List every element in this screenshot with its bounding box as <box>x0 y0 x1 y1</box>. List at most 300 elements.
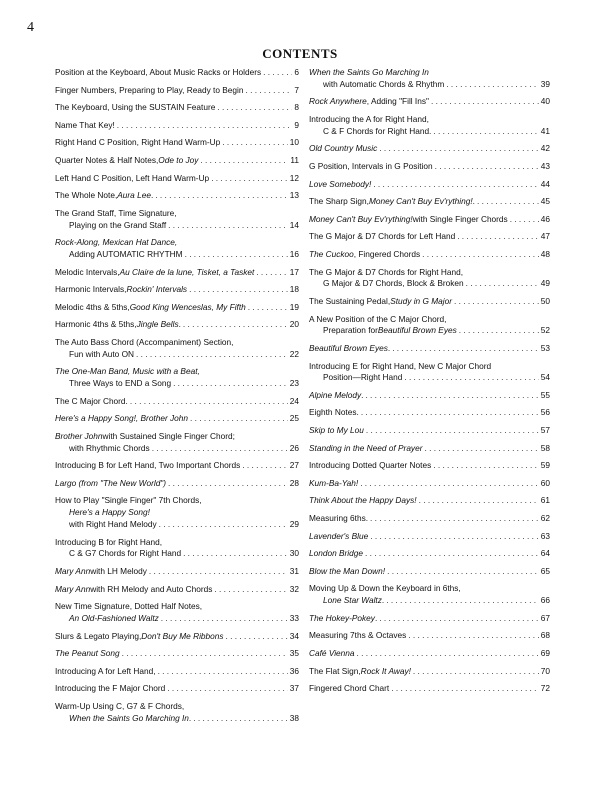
toc-entry-line <box>55 302 299 314</box>
toc-entry <box>55 190 299 202</box>
dot-leader <box>173 378 288 390</box>
toc-entry <box>309 114 550 138</box>
toc-entry-text: Finger Numbers, Preparing to Play, Ready to Begin <box>55 84 244 95</box>
dot-leader <box>459 325 539 337</box>
toc-entry <box>55 460 299 472</box>
dot-leader <box>510 214 539 226</box>
dot-leader <box>419 495 539 507</box>
toc-entry-line <box>309 196 550 208</box>
toc-entry-line <box>55 137 299 149</box>
toc-entry-title-italic: Jingle Bells <box>136 319 179 330</box>
toc-page-number: 53 <box>540 342 550 353</box>
dot-leader <box>413 666 539 678</box>
dot-leader <box>214 584 287 596</box>
toc-entry-title-italic: Largo (from "The New World") <box>55 477 167 488</box>
toc-entry-continuation <box>55 443 299 455</box>
page-number: 4 <box>27 20 34 35</box>
toc-entry-line <box>55 683 299 695</box>
toc-entry-line <box>309 214 550 226</box>
toc-entry-line <box>55 319 299 331</box>
toc-entry-line <box>55 67 299 79</box>
toc-entry-line <box>309 630 550 642</box>
toc-entry-continuation <box>55 713 299 725</box>
toc-page-number: 39 <box>540 78 550 89</box>
toc-page-number: 50 <box>540 295 550 306</box>
toc-entry-text: Adding AUTOMATIC RHYTHM <box>69 248 183 259</box>
toc-entry-text: New Time Signature, Dotted Half Notes, <box>55 601 203 612</box>
dot-leader <box>365 548 539 560</box>
toc-entry <box>309 143 550 155</box>
toc-entry-text: The Sharp Sign, <box>309 196 369 207</box>
toc-page-number: 47 <box>540 231 550 242</box>
dot-leader <box>433 126 538 138</box>
toc-page-number: 49 <box>540 278 550 289</box>
toc-entry-text: . <box>387 342 391 353</box>
toc-page-number: 55 <box>540 389 550 400</box>
dot-leader <box>217 102 292 114</box>
toc-entry-title-italic: When the Saints Go Marching In <box>69 712 189 723</box>
toc-entry-line <box>55 537 299 549</box>
toc-page-number: 63 <box>540 530 550 541</box>
toc-entry-text: G Major & D7 Chords, Block & Broken <box>323 278 464 289</box>
toc-entry <box>55 102 299 114</box>
toc-entry-title-italic: Rock It Away! <box>360 665 411 676</box>
toc-entry <box>309 390 550 402</box>
toc-entry-text: How to Play "Single Finger" 7th Chords, <box>55 495 202 506</box>
dot-leader <box>431 96 539 108</box>
toc-entry-text: A New Position of the C Major Chord, <box>309 313 447 324</box>
toc-entry-line <box>55 237 299 249</box>
toc-entry-text: with Automatic Chords & Rhythm <box>323 78 445 89</box>
dot-leader <box>477 196 539 208</box>
toc-entry <box>55 478 299 490</box>
dot-leader <box>457 231 539 243</box>
toc-entry-line <box>55 396 299 408</box>
toc-entry-title-italic: The One-Man Band, Music with a Beat, <box>55 366 200 377</box>
toc-entry-text: Preparation for <box>323 325 378 336</box>
toc-entry-text: Introducing B for Right Hand, <box>55 536 162 547</box>
toc-page-number: 72 <box>540 683 550 694</box>
toc-entry-line <box>309 425 550 437</box>
contents-title: CONTENTS <box>262 46 338 61</box>
toc-page-number: 37 <box>289 683 299 694</box>
toc-entry <box>55 85 299 97</box>
toc-entry-line <box>55 666 299 678</box>
dot-leader <box>365 390 538 402</box>
toc-entry-continuation <box>309 372 550 384</box>
toc-entry <box>309 478 550 490</box>
toc-entry-title-italic: Café Vienna <box>309 648 355 658</box>
toc-entry <box>309 531 550 543</box>
toc-entry-line <box>55 431 299 443</box>
toc-entry-text: Introducing the A for Right Hand, <box>309 113 429 124</box>
toc-entry-text: Introducing B for Left Hand, Two Important Chords <box>55 460 241 471</box>
toc-entry-text: . <box>374 612 378 623</box>
toc-entry-title-italic: Beautiful Brown Eyes <box>309 342 388 353</box>
toc-entry-text: The G Major & D7 Chords for Left Hand <box>309 231 456 242</box>
dot-leader <box>256 267 287 279</box>
toc-entry-title-italic: Rock Anywhere <box>309 96 367 107</box>
toc-entry-title-italic: The Hokey-Pokey <box>309 612 375 623</box>
toc-page-number: 14 <box>289 219 299 230</box>
dot-leader <box>193 713 288 725</box>
dot-leader <box>404 372 538 384</box>
toc-entry <box>309 666 550 678</box>
toc-entry-line <box>309 583 550 595</box>
toc-page-number: 67 <box>540 612 550 623</box>
toc-page-number: 22 <box>289 348 299 359</box>
toc-entry-line <box>55 366 299 378</box>
toc-entry-title-italic: Blow the Man Down! <box>309 565 386 576</box>
dot-leader <box>183 548 288 560</box>
toc-page-number: 43 <box>540 160 550 171</box>
toc-entry-text: Fun with Auto ON <box>69 348 135 359</box>
toc-entry <box>55 366 299 390</box>
dot-leader <box>190 413 288 425</box>
toc-page-number: 32 <box>289 583 299 594</box>
toc-entry-text: Name That Key! <box>55 119 115 130</box>
toc-entry-line <box>55 460 299 472</box>
toc-entry <box>309 161 550 173</box>
toc-entry-title-italic: Here's a Happy Song!, Brother John <box>55 413 189 424</box>
toc-entry-text: Fingered Chord Chart <box>309 683 390 694</box>
toc-page-number: 34 <box>289 630 299 641</box>
toc-entry-text: The Sustaining Pedal, <box>309 295 391 306</box>
toc-page-number: 41 <box>540 125 550 136</box>
toc-entry <box>309 179 550 191</box>
toc-entry-line <box>309 114 550 126</box>
toc-entry-text: . <box>472 196 475 207</box>
toc-entry-continuation <box>309 278 550 290</box>
toc-page-number: 33 <box>289 613 299 624</box>
toc-entry-text: G Position, Intervals in G Position <box>309 160 433 171</box>
toc-entry-line <box>309 343 550 355</box>
toc-entry-text: with Sustained Single Finger Chord; <box>102 430 235 441</box>
toc-entry-title-italic: Good King Wenceslas, My Fifth <box>129 301 246 312</box>
toc-page-number: 48 <box>540 248 550 259</box>
toc-entry <box>55 302 299 314</box>
toc-entry <box>309 296 550 308</box>
toc-entry-text: , Fingered Chords <box>353 248 421 259</box>
dot-leader <box>361 407 539 419</box>
toc-page-number: 65 <box>540 565 550 576</box>
toc-entry <box>55 584 299 596</box>
toc-entry <box>309 249 550 261</box>
toc-entry <box>309 566 550 578</box>
toc-entry-text: with Rhythmic Chords <box>69 442 150 453</box>
dot-leader <box>373 179 538 191</box>
toc-entry-title-italic: Don't Buy Me Ribbons <box>141 630 224 641</box>
toc-entry-text: Introducing the F Major Chord <box>55 683 166 694</box>
toc-entry-title-italic: Alpine Melody <box>309 389 362 400</box>
toc-entry <box>55 683 299 695</box>
toc-entry <box>55 120 299 132</box>
toc-entry-text: The Flat Sign, <box>309 665 361 676</box>
toc-entry <box>55 319 299 331</box>
dot-leader <box>185 249 288 261</box>
toc-page-number: 40 <box>540 96 550 107</box>
toc-entry-text: Three Ways to END a Song <box>69 378 172 389</box>
toc-entry-title-italic: The Peanut Song <box>55 648 120 659</box>
toc-entry-title-italic: Think About the Happy Days! <box>309 495 417 506</box>
toc-entry-line <box>55 337 299 349</box>
dot-leader <box>466 278 539 290</box>
toc-entry <box>309 460 550 472</box>
toc-entry-text: Warm-Up Using C, G7 & F Chords, <box>55 700 185 711</box>
toc-entry-line <box>55 155 299 167</box>
toc-page-number: 68 <box>540 630 550 641</box>
toc-entry-text: Slurs & Legato Playing, <box>55 630 142 641</box>
toc-page-number: 60 <box>540 477 550 488</box>
toc-entry-text: Moving Up & Down the Keyboard in 6ths, <box>309 583 461 594</box>
toc-entry-text: with LH Melody <box>90 566 147 577</box>
toc-entry <box>309 648 550 660</box>
toc-page-number: 12 <box>289 172 299 183</box>
toc-entry <box>55 284 299 296</box>
toc-entry-line <box>309 460 550 472</box>
toc-entry-text: Harmonic 4ths & 5ths, <box>55 319 137 330</box>
toc-entry <box>55 566 299 578</box>
dot-leader <box>122 648 288 660</box>
toc-entry-text: Right Hand C Position, Right Hand Warm-Up <box>55 137 221 148</box>
toc-page-number: 66 <box>540 595 550 606</box>
toc-entry-line <box>309 513 550 525</box>
toc-entry-text: Melodic Intervals, <box>55 266 120 277</box>
toc-entry-continuation <box>55 349 299 361</box>
dot-leader <box>245 85 292 97</box>
toc-entry-continuation <box>55 613 299 625</box>
dot-leader <box>366 425 539 437</box>
toc-page-number: 64 <box>540 548 550 559</box>
toc-entry-line <box>309 390 550 402</box>
toc-entry-line <box>55 413 299 425</box>
toc-entry-text: Position—Right Hand <box>323 372 403 383</box>
dot-leader <box>168 478 288 490</box>
toc-entry-title-italic: Au Claire de la lune, Tisket, a Tasket <box>119 266 255 277</box>
toc-entry-text: The Keyboard, Using the SUSTAIN Feature <box>55 102 216 113</box>
toc-entry-line <box>55 190 299 202</box>
toc-entry <box>55 666 299 678</box>
dot-leader <box>387 566 539 578</box>
toc-entry-line <box>309 683 550 695</box>
toc-page-number: 30 <box>289 548 299 559</box>
toc-page-number: 42 <box>540 143 550 154</box>
toc-entry-line <box>55 173 299 185</box>
toc-entry <box>309 443 550 455</box>
toc-page-number: 10 <box>289 137 299 148</box>
dot-leader <box>370 531 539 543</box>
toc-entry <box>55 396 299 408</box>
dot-leader <box>168 220 288 232</box>
toc-page-number: 18 <box>289 284 299 295</box>
dot-leader <box>211 173 288 185</box>
dot-leader <box>370 513 539 525</box>
toc-entry <box>309 267 550 291</box>
toc-entry-text: The Whole Note, <box>55 190 118 201</box>
dot-leader <box>248 302 288 314</box>
dot-leader <box>386 595 539 607</box>
toc-entry-text: with Right Hand Melody <box>69 519 157 530</box>
toc-entry <box>309 683 550 695</box>
toc-entry-line <box>309 666 550 678</box>
toc-entry <box>309 314 550 338</box>
toc-entry-line <box>55 701 299 713</box>
dot-leader <box>167 683 288 695</box>
toc-entry-text: . <box>178 319 181 330</box>
toc-page-number: 26 <box>289 442 299 453</box>
dot-leader <box>263 67 292 79</box>
toc-entry-text: with RH Melody and Auto Chords <box>90 583 213 594</box>
toc-entry <box>309 613 550 625</box>
toc-entry <box>55 431 299 455</box>
toc-page-number: 69 <box>540 648 550 658</box>
toc-entry-continuation <box>55 548 299 560</box>
toc-entry-line <box>55 601 299 613</box>
toc-entry-line <box>309 249 550 261</box>
toc-page-number: 45 <box>540 196 550 207</box>
toc-entry-line <box>309 495 550 507</box>
dot-leader <box>161 613 288 625</box>
dot-leader <box>433 460 539 472</box>
toc-entry-text: Eighth Notes. <box>309 407 359 418</box>
toc-page-number: 25 <box>289 413 299 424</box>
toc-entry-title-italic: When the Saints Go Marching In <box>309 67 429 77</box>
toc-entry-continuation <box>55 519 299 531</box>
toc-entry-continuation <box>309 595 550 607</box>
toc-entry-title-italic: Mary Ann <box>55 566 91 577</box>
toc-entry-title-italic: An Old-Fashioned Waltz <box>69 613 159 624</box>
toc-entry-title-italic: Beautiful Brown Eyes <box>377 325 457 336</box>
toc-entry-text: . <box>361 389 364 400</box>
dot-leader <box>152 443 288 455</box>
toc-entry-line <box>55 495 299 507</box>
toc-entry <box>309 231 550 243</box>
toc-entry-continuation <box>309 79 550 91</box>
toc-left-column <box>55 67 299 730</box>
dot-leader <box>357 648 539 660</box>
toc-page-number: 6 <box>294 67 299 77</box>
dot-leader <box>183 319 288 331</box>
toc-page-number: 46 <box>540 213 550 224</box>
toc-entry-line <box>309 179 550 191</box>
toc-entry <box>309 214 550 226</box>
toc-page-number: 17 <box>289 266 299 277</box>
toc-entry-line <box>309 613 550 625</box>
toc-entry-text: Introducing A for Left Hand, <box>55 665 156 676</box>
toc-entry-line <box>309 143 550 155</box>
toc-entry-line <box>309 361 550 373</box>
dot-leader <box>117 120 293 132</box>
toc-page-number: 70 <box>540 665 550 676</box>
dot-leader <box>226 631 288 643</box>
toc-entry-text: Introducing E for Right Hand, New C Major Chord <box>309 360 492 371</box>
toc-entry-text: The G Major & D7 Chords for Right Hand, <box>309 266 464 277</box>
dot-leader <box>446 79 538 91</box>
toc-page-number: 35 <box>289 648 299 659</box>
toc-entry <box>55 601 299 625</box>
toc-entry-text: Quarter Notes & Half Notes, <box>55 154 159 165</box>
toc-page-number: 56 <box>540 407 550 418</box>
toc-entry-text: Measuring 6ths. <box>309 513 369 524</box>
toc-entry-title-italic: Rock-Along, Mexican Hat Dance, <box>55 237 178 248</box>
toc-entry <box>309 583 550 607</box>
toc-entry <box>55 648 299 660</box>
toc-entry-text: The Grand Staff, Time Signature, <box>55 207 177 218</box>
toc-page-number: 20 <box>289 319 299 330</box>
toc-entry <box>55 337 299 361</box>
dot-leader <box>222 137 288 149</box>
toc-entry-continuation <box>55 507 299 519</box>
toc-entry <box>55 155 299 167</box>
toc-entry-line <box>55 208 299 220</box>
toc-entry-text: with Single Finger Chords <box>412 213 508 224</box>
dot-leader <box>379 613 539 625</box>
toc-entry <box>309 513 550 525</box>
toc-page-number: 54 <box>540 372 550 383</box>
toc-entry-line <box>55 85 299 97</box>
dot-leader <box>136 349 288 361</box>
toc-entry <box>55 413 299 425</box>
toc-entry-title-italic: Here's a Happy Song! <box>69 507 150 518</box>
dot-leader <box>435 161 539 173</box>
toc-entry-title-italic: Money Can't Buy Ev'rything! <box>368 196 473 207</box>
toc-page-number: 36 <box>289 665 299 676</box>
toc-page-number: 62 <box>540 513 550 524</box>
toc-entry-title-italic: The Cuckoo <box>309 248 354 259</box>
toc-entry <box>55 237 299 261</box>
dot-leader <box>189 284 288 296</box>
toc-right-column <box>309 67 550 701</box>
toc-entry-title-italic: Brother John <box>55 430 103 441</box>
toc-page-number: 9 <box>294 119 299 130</box>
toc-entry-title-italic: Study in G Major <box>390 295 452 306</box>
toc-entry <box>309 343 550 355</box>
toc-entry-line <box>309 296 550 308</box>
toc-entry-title-italic: Old Country Music <box>309 143 378 154</box>
toc-page-number: 29 <box>289 519 299 530</box>
dot-leader <box>200 155 288 167</box>
toc-page-number: 61 <box>540 495 550 506</box>
toc-entry-line <box>309 531 550 543</box>
toc-entry-line <box>309 314 550 326</box>
toc-entry-line <box>55 648 299 660</box>
toc-page-number: 57 <box>540 425 550 436</box>
toc-entry-continuation <box>309 325 550 337</box>
toc-entry-title-italic: Love Somebody! <box>309 178 372 189</box>
toc-entry-line <box>55 120 299 132</box>
toc-entry-text: . <box>381 595 385 606</box>
toc-entry <box>309 495 550 507</box>
toc-entry-continuation <box>55 378 299 390</box>
toc-entry-text: , Adding "Fill Ins" <box>366 96 429 107</box>
toc-entry-title-italic: Rockin' Intervals <box>126 284 188 295</box>
toc-entry-title-italic: Lone Star Waltz <box>323 595 382 606</box>
toc-entry-title-italic: Ode to Joy <box>158 154 199 165</box>
toc-entry-line <box>55 631 299 643</box>
toc-entry-text: The Auto Bass Chord (Accompaniment) Section, <box>55 336 234 347</box>
toc-entry-title-italic: Kum-Ba-Yah! <box>309 477 359 488</box>
toc-entry-line <box>309 161 550 173</box>
toc-page-number: 13 <box>289 190 299 201</box>
dot-leader <box>158 666 288 678</box>
toc-entry <box>55 495 299 530</box>
toc-page-number: 59 <box>540 460 550 471</box>
dot-leader <box>130 396 288 408</box>
dot-leader <box>149 566 288 578</box>
toc-page-number: 7 <box>294 84 299 95</box>
toc-entry <box>309 67 550 91</box>
toc-entry <box>55 631 299 643</box>
